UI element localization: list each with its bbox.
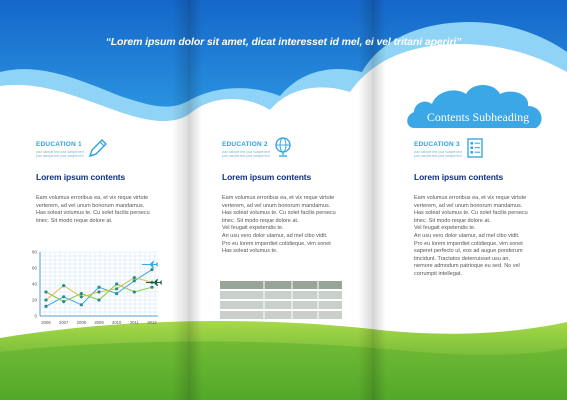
checklist-icon [464,137,486,159]
y-tick-label: 0 [34,313,37,319]
body-line: Has soleat volumus te. [222,248,278,255]
body-line: verterem, ad vel unum bonorum mandamus. [36,202,145,209]
x-tick-label: 2012 [147,320,157,325]
data-point [44,305,47,308]
body-line: tinec. Sit modo reque dolore at. [414,217,491,224]
body-line: Eam volumus erroribus ea, et vix reque virtute [414,195,527,201]
data-point [44,290,47,293]
data-point [97,290,100,293]
contents-subheading: Contents Subheading [426,110,530,124]
body-line: Has soleat volumus te. Cu solet facilis persecu [222,210,336,217]
body-line: tinec. Sit modo reque dolore at. [222,217,299,224]
data-point [115,282,118,285]
x-tick-label: 2007 [59,320,69,325]
caption-line: your sample text your sample text [222,150,270,154]
table-header-row [220,281,342,289]
data-point [62,300,65,303]
body-line: Has soleat volumus te. Cu solet facilis persecu [36,210,150,217]
data-point [62,284,65,287]
panel-1-heading: Lorem ipsum contents [36,172,126,182]
globe-icon [272,136,294,158]
panel-1-body [36,195,176,225]
data-point [44,298,47,301]
x-tick-label: 2010 [112,320,122,325]
data-point [80,292,83,295]
banner-quote: “Lorem ipsum dolor sit amet, dicat interesset id mel, ei vel tritani aperiri” [105,36,462,48]
x-tick-label: 2009 [94,320,104,325]
data-point [97,298,100,301]
body-line: Pro eu lorem imperdiet cotidieque, vim sonet [222,240,331,247]
data-table [220,281,342,319]
x-tick-label: 2011 [129,320,139,325]
body-line: corrumpit intellegat. [414,270,462,277]
body-line: An usu vero dolor utamur, ad mel cibo vidit. [222,232,328,239]
body-line: tinec. Sit modo reque dolore at. [36,217,113,224]
body-line: saperet perfecto ut, eos ad augue ponderum [414,248,523,255]
body-line: nemore admodum patrioque eu sed. No vel [414,263,520,270]
data-point [115,292,118,295]
data-point [133,290,136,293]
x-tick-label: 2006 [41,320,51,325]
y-tick-label: 20 [31,297,37,303]
data-point [80,303,83,306]
y-tick-label: 40 [31,281,37,287]
panel-2-body [222,195,362,256]
data-point [62,295,65,298]
data-point [133,279,136,282]
body-line: verterem, ad vel unum bonorum mandamus. [414,202,523,209]
data-point [97,286,100,289]
x-tick-label: 2008 [76,320,86,325]
caption-line: your sample text your sample text [414,150,462,154]
panel-3-heading: Lorem ipsum contents [414,172,504,182]
caption-line: your sample text your sample text [222,154,270,158]
data-point [150,286,153,289]
panel-3-body [414,195,554,279]
y-tick-label: 80 [31,249,37,255]
table-row [220,301,342,309]
body-line: An usu vero dolor utamur, ad mel cibo vidit. [414,232,520,239]
data-point [115,287,118,290]
body-line: tincidunt. Tractatos deterruisset usu an, [414,255,510,262]
data-point [80,295,83,298]
table-row [220,291,342,299]
education-1-label: EDUCATION 1 [36,141,82,148]
panel-2-heading: Lorem ipsum contents [222,172,312,182]
body-line: Pro eu lorem imperdiet cotidieque, vim sonet [414,240,523,247]
body-line: Vel feugait expetendis te. [222,225,284,232]
education-2-label: EDUCATION 2 [222,141,268,148]
data-point [133,276,136,279]
body-line: Vel feugait expetendis te. [414,225,476,232]
body-line: verterem, ad vel unum bonorum mandamus. [222,202,331,209]
caption-line: your sample text your sample text [36,154,84,158]
growth-line-chart [22,246,162,330]
body-line: Eam volumus erroribus ea, et vix reque virtute [36,195,149,201]
body-line: Eam volumus erroribus ea, et vix reque virtute [222,195,335,201]
caption-line: your sample text your sample text [414,154,462,158]
caption-line: your sample text your sample text [36,150,84,154]
data-point [150,268,153,271]
pencil-icon [86,138,108,160]
table-row [220,311,342,319]
y-tick-label: 60 [31,265,37,271]
body-line: Has soleat volumus te. Cu solet facilis persecu [414,210,528,217]
education-3-label: EDUCATION 3 [414,141,460,148]
